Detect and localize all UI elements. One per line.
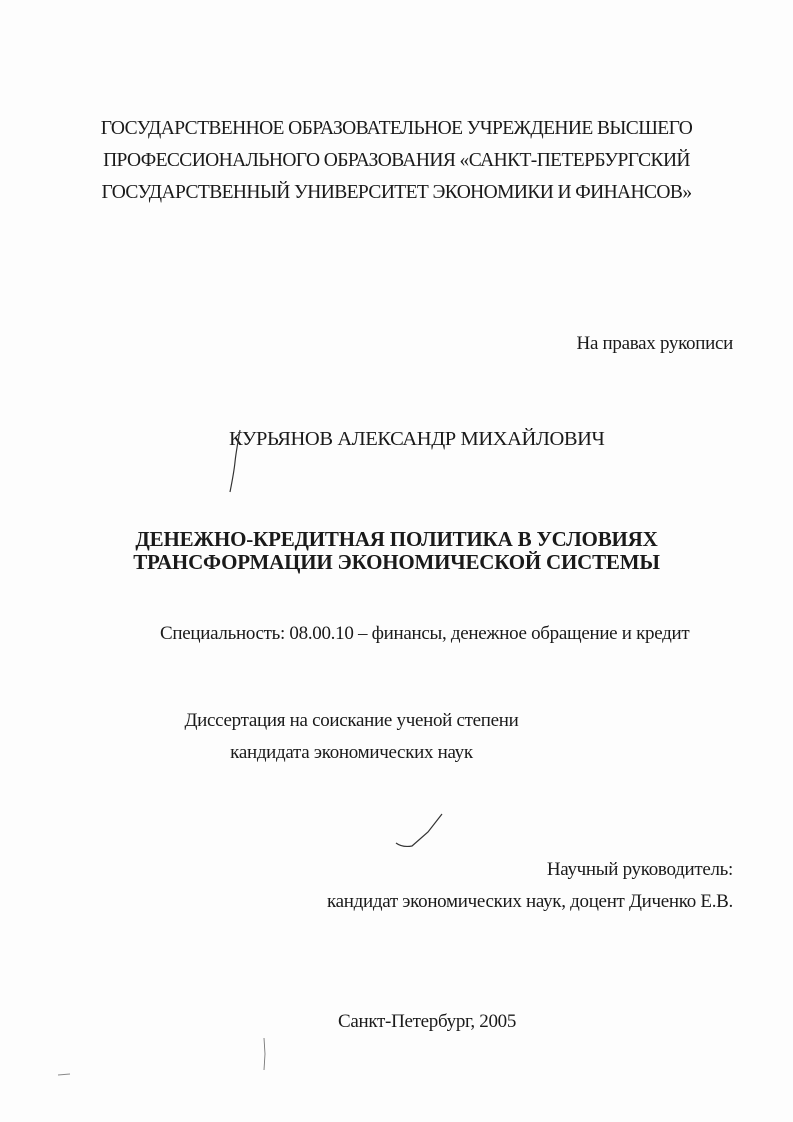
institution-line-3: ГОСУДАРСТВЕННЫЙ УНИВЕРСИТЕТ ЭКОНОМИКИ И ФИНАНСОВ» xyxy=(101,182,692,203)
specialty: Специальность: 08.00.10 – финансы, денежное обращение и кредит xyxy=(160,623,690,644)
place-year: Санкт-Петербург, 2005 xyxy=(338,1011,517,1032)
institution-line-2: ПРОФЕССИОНАЛЬНОГО ОБРАЗОВАНИЯ «САНКТ-ПЕТЕРБУРГСКИЙ xyxy=(103,150,690,171)
manuscript-note: На правах рукописи xyxy=(576,333,733,354)
supervisor-label: Научный руководитель: xyxy=(546,859,733,880)
scan-artifact-mark xyxy=(260,1036,270,1072)
scan-artifact-dash xyxy=(56,1072,72,1078)
degree-line-1: Диссертация на соискание ученой степени xyxy=(184,710,519,731)
author-name: КУРЬЯНОВ АЛЕКСАНДР МИХАЙЛОВИЧ xyxy=(229,428,605,450)
supervisor-signature-stroke xyxy=(392,810,448,852)
dissertation-title-line-1: ДЕНЕЖНО-КРЕДИТНАЯ ПОЛИТИКА В УСЛОВИЯХ xyxy=(135,527,658,551)
degree-line-2: кандидата экономических наук xyxy=(230,742,473,763)
institution-line-1: ГОСУДАРСТВЕННОЕ ОБРАЗОВАТЕЛЬНОЕ УЧРЕЖДЕНИЕ ВЫСШЕГО xyxy=(100,118,693,139)
supervisor-name: кандидат экономических наук, доцент Диченко Е.В. xyxy=(326,891,733,912)
dissertation-title-line-2: ТРАНСФОРМАЦИИ ЭКОНОМИЧЕСКОЙ СИСТЕМЫ xyxy=(133,550,660,574)
